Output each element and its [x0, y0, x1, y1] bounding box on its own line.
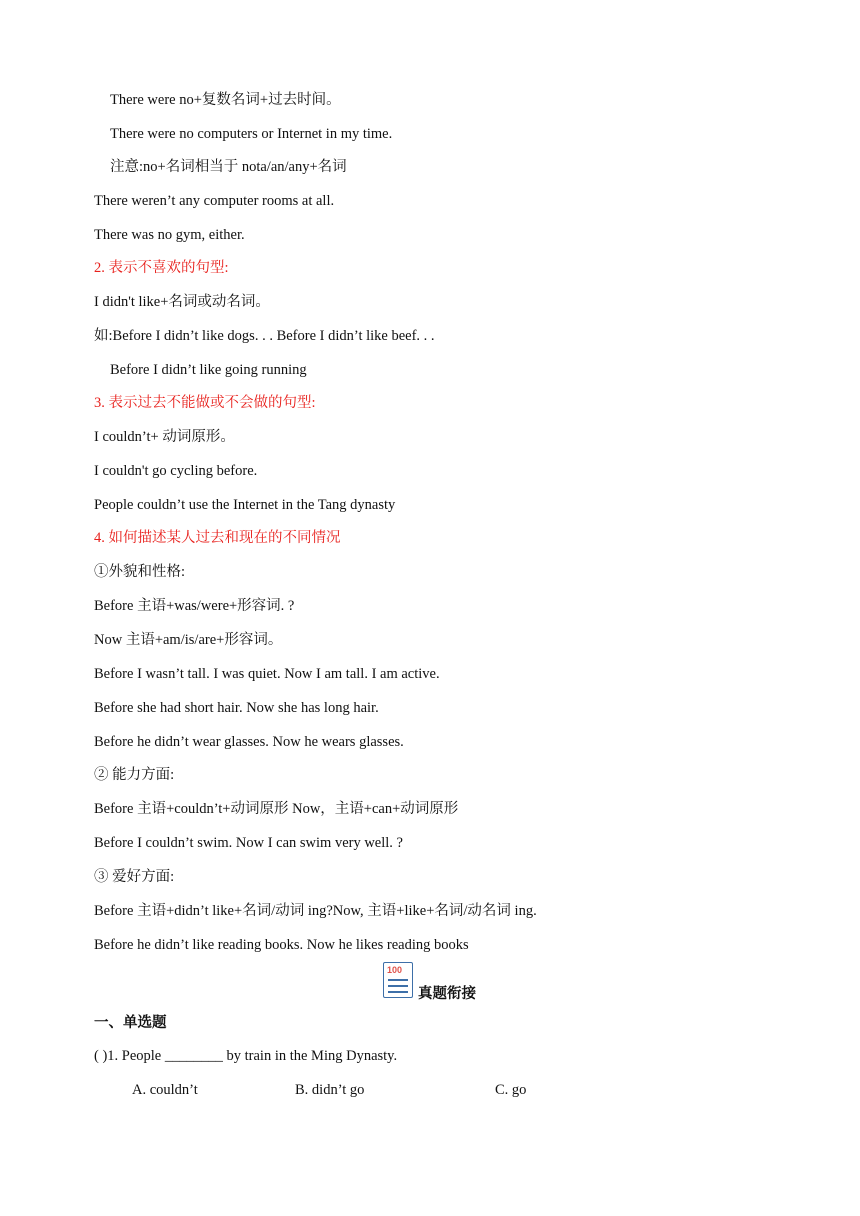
text-line: ①外貌和性格:: [94, 564, 186, 580]
line-mark: [388, 985, 408, 987]
text-line: There were no computers or Internet in my time.: [110, 126, 393, 142]
text-line: I couldn't go cycling before.: [94, 463, 258, 479]
text-line: There weren’t any computer rooms at all.: [94, 193, 335, 209]
score-100-icon: 100: [383, 962, 413, 998]
option-c[interactable]: C. go: [495, 1082, 527, 1098]
text-line: ③ 爱好方面:: [94, 869, 175, 885]
option-a[interactable]: A. couldn’t: [132, 1082, 198, 1098]
option-b[interactable]: B. didn’t go: [295, 1082, 365, 1098]
question-stem: ( )1. People ________ by train in the Ming Dynasty.: [94, 1048, 398, 1064]
text-line: There was no gym, either.: [94, 227, 245, 243]
text-line: Now 主语+am/is/are+形容词。: [94, 632, 283, 648]
text-line: 如:Before I didn’t like dogs. . . Before I didn’t like beef. . .: [94, 328, 435, 344]
line-mark: [388, 991, 408, 993]
section-heading-red: 3. 表示过去不能做或不会做的句型:: [94, 395, 316, 411]
text-line: Before she had short hair. Now she has long hair.: [94, 700, 379, 716]
section-title: 真题衔接: [418, 986, 476, 1002]
text-line: Before I couldn’t swim. Now I can swim very well. ?: [94, 835, 403, 851]
text-line: People couldn’t use the Internet in the Tang dynasty: [94, 497, 396, 513]
text-line: Before I didn’t like going running: [110, 362, 307, 378]
text-line: Before I wasn’t tall. I was quiet. Now I am tall. I am active.: [94, 666, 440, 682]
text-line: There were no+复数名词+过去时间。: [110, 92, 341, 108]
section-heading-red: 4. 如何描述某人过去和现在的不同情况: [94, 530, 341, 546]
text-line: Before 主语+was/were+形容词. ?: [94, 598, 295, 614]
text-line: Before he didn’t wear glasses. Now he wears glasses.: [94, 734, 404, 750]
text-line: Before 主语+couldn’t+动词原形 Now，主语+can+动词原形: [94, 801, 459, 817]
section-heading-red: 2. 表示不喜欢的句型:: [94, 260, 229, 276]
text-line: ② 能力方面:: [94, 767, 175, 783]
text-line: I couldn’t+ 动词原形。: [94, 429, 235, 445]
part-title: 一、单选题: [94, 1015, 167, 1031]
text-line: Before 主语+didn’t like+名词/动词 ing?Now, 主语+like+名词/动名词 ing.: [94, 903, 537, 919]
line-mark: [388, 979, 408, 981]
text-line: I didn't like+名词或动名词。: [94, 294, 270, 310]
text-line: 注意:no+名词相当于 nota/an/any+名词: [110, 159, 347, 175]
text-line: Before he didn’t like reading books. Now he likes reading books: [94, 937, 469, 953]
